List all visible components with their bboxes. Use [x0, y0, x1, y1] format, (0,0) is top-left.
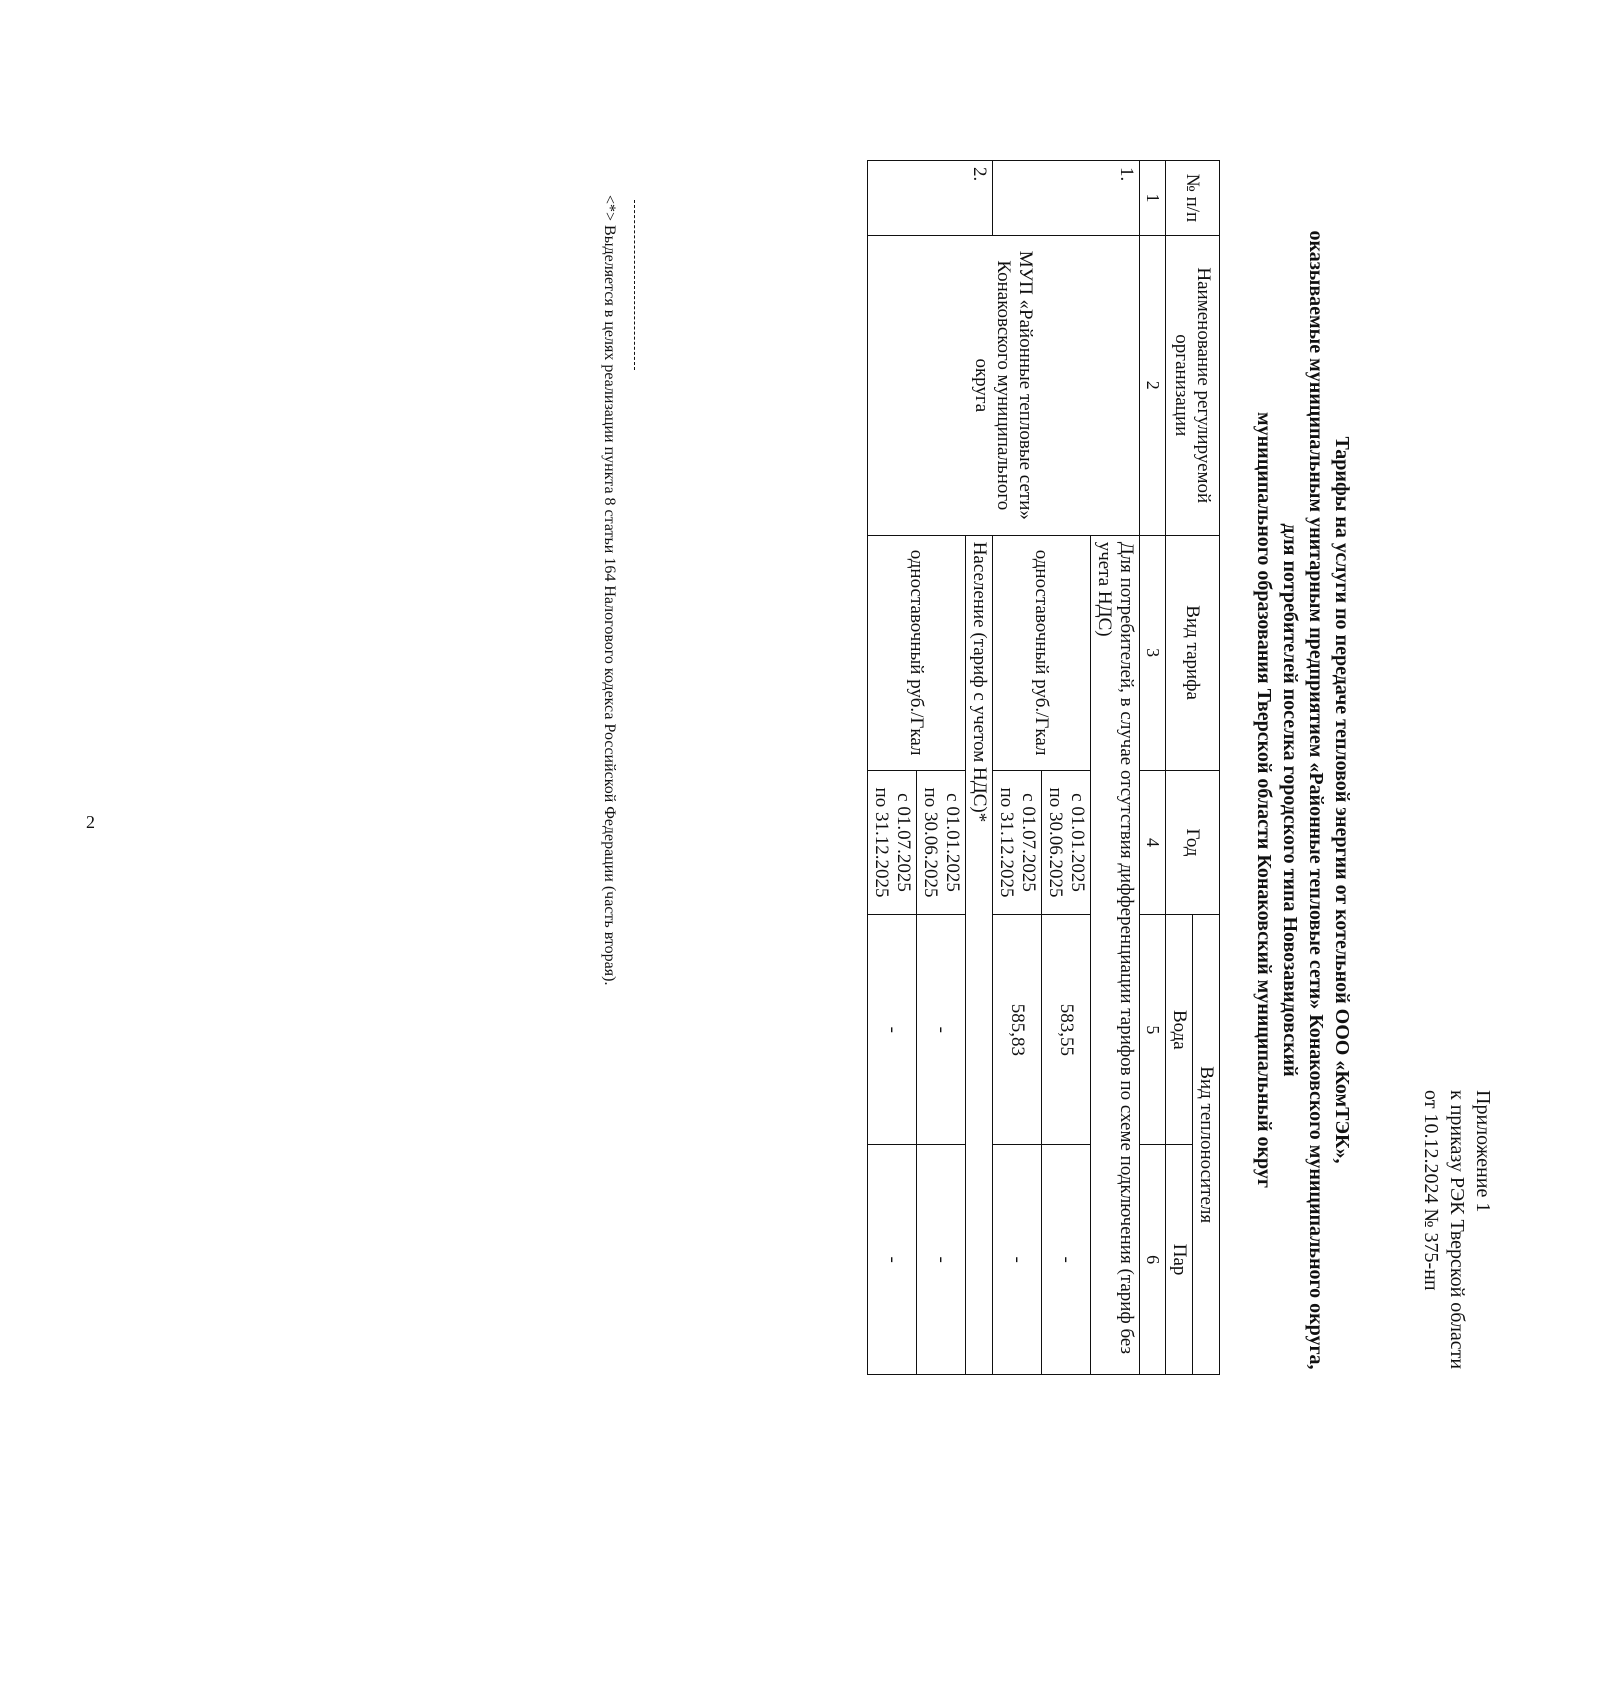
appendix-line-3: от 10.12.2024 № 375-нп [1420, 1090, 1442, 1291]
steam-value: - [868, 1145, 917, 1375]
period-to: по 31.12.2025 [996, 787, 1017, 898]
appendix-header [1418, 1090, 1496, 1369]
title-line-2: оказываемые муниципальным унитарным предприятием «Районные тепловые сети» Конаковского муниципального округа, [1305, 230, 1327, 1370]
section-2-tariff: одноставочный руб./Гкал [868, 535, 966, 770]
period-from: с 01.01.2025 [942, 793, 963, 892]
section-1-tariff: одноставочный руб./Гкал [993, 535, 1091, 770]
col-number: 4 [1140, 770, 1166, 915]
period-to: по 31.12.2025 [871, 787, 892, 898]
steam-value: - [993, 1145, 1042, 1375]
header-org: Наименование регулируемой организации [1166, 235, 1220, 535]
section-2-number: 2. [868, 161, 993, 236]
period-cell [1042, 770, 1091, 915]
col-number: 1 [1140, 161, 1166, 236]
header-water: Вода [1166, 915, 1193, 1145]
water-value: 585,83 [993, 915, 1042, 1145]
section-1-caption: Для потребителей, в случае отсутствия дифференциации тарифов по схеме подключения (тариф без учета НДС) [1091, 535, 1140, 1374]
period-from: с 01.07.2025 [1018, 793, 1039, 892]
header-carrier: Вид теплоносителя [1193, 915, 1220, 1375]
col-number: 2 [1140, 235, 1166, 535]
period-to: по 30.06.2025 [920, 787, 941, 898]
section-1-number: 1. [993, 161, 1140, 236]
period-from: с 01.01.2025 [1067, 793, 1088, 892]
period-cell [917, 770, 966, 915]
appendix-line-2: к приказу РЭК Тверской области [1446, 1090, 1468, 1370]
title-line-4: муниципального образования Тверской области Конаковский муниципальный округ [1253, 412, 1275, 1188]
rotated-document-content [400, 0, 1600, 1600]
title-line-3: для потребителей поселка городского типа Новозавидовский [1279, 523, 1301, 1077]
period-to: по 30.06.2025 [1045, 787, 1066, 898]
period-cell [868, 770, 917, 915]
col-number: 5 [1140, 915, 1166, 1145]
tariff-table [867, 160, 1220, 1375]
appendix-line-1: Приложение 1 [1472, 1090, 1494, 1213]
header-steam: Пар [1166, 1145, 1193, 1375]
water-value: - [917, 915, 966, 1145]
organization-name: МУП «Районные тепловые сети» Конаковского муниципального округа [868, 235, 1140, 535]
footnote: <*> Выделяется в целях реализации пункта 8 статьи 164 Налогового кодекса Российской Федерации (часть вторая). [601, 195, 618, 986]
period-cell [993, 770, 1042, 915]
page-number: 2 [86, 812, 95, 832]
document-title [1251, 170, 1355, 1430]
column-number-row [1140, 161, 1166, 1375]
water-value: 583,55 [1042, 915, 1091, 1145]
header-tariff-type: Вид тарифа [1166, 535, 1220, 770]
period-from: с 01.07.2025 [893, 793, 914, 892]
header-num: № п/п [1166, 161, 1220, 236]
header-row [1193, 161, 1220, 1375]
title-line-1: Тарифы на услуги по передаче тепловой энергии от котельной ООО «КомТЭК», [1331, 436, 1353, 1164]
col-number: 6 [1140, 1145, 1166, 1375]
footnote-divider [634, 200, 635, 370]
water-value: - [868, 915, 917, 1145]
steam-value: - [917, 1145, 966, 1375]
col-number: 3 [1140, 535, 1166, 770]
header-year: Год [1166, 770, 1220, 915]
steam-value: - [1042, 1145, 1091, 1375]
section-1-caption-row [1091, 161, 1140, 1375]
section-2-caption: Население (тариф с учетом НДС)* [966, 535, 993, 1374]
